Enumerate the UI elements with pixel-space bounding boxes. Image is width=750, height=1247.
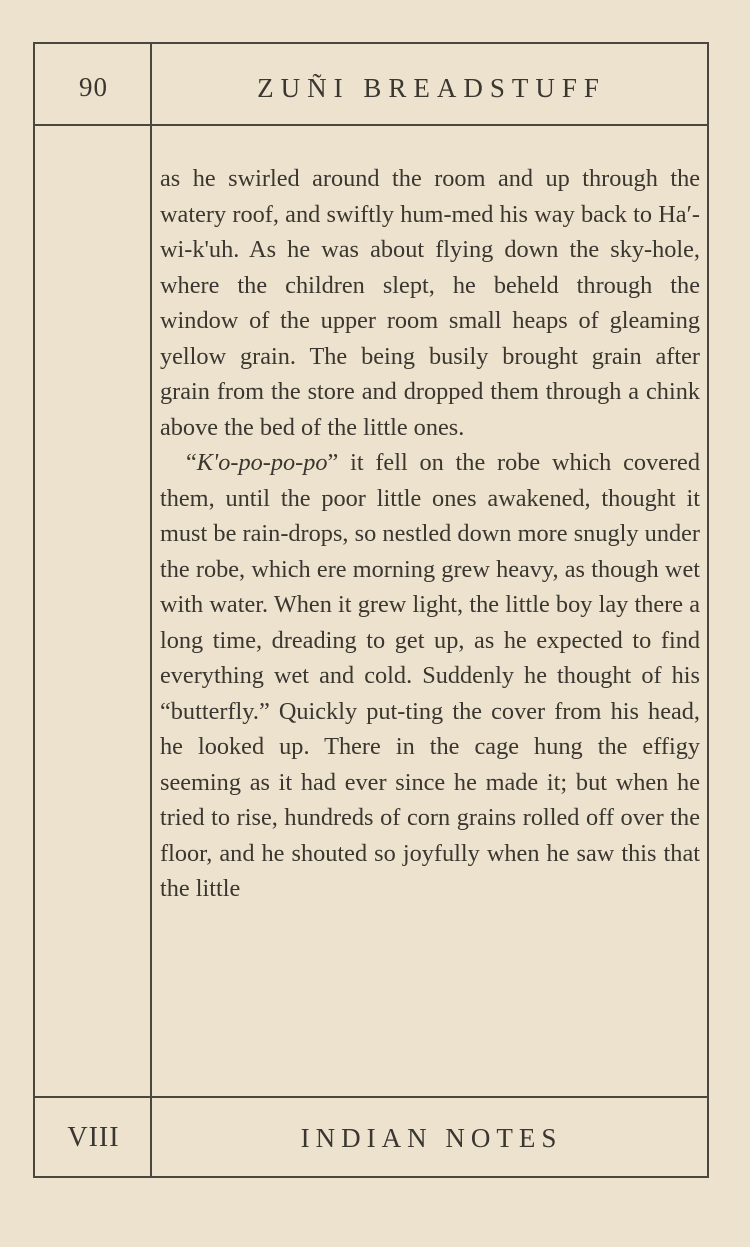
margin-column — [35, 44, 152, 1176]
open-quote: “ — [186, 449, 197, 476]
onomatopoeia: K'o-po-po-po — [196, 449, 328, 476]
body-text — [160, 161, 700, 907]
signature-mark: VIII — [67, 1122, 120, 1153]
page-number: 90 — [79, 72, 108, 102]
running-head: ZUÑI BREADSTUFF — [257, 73, 606, 103]
footer-title: INDIAN NOTES — [300, 1123, 563, 1153]
paragraph-2 — [160, 445, 700, 907]
footer-row — [35, 1096, 707, 1176]
header-row — [35, 44, 707, 126]
paragraph-1: as he swirled around the room and up through the watery roof, and swiftly hum-med his way back to Ha′-wi-k'uh. As he was about flying down the sky-hole, where the children slept, he beheld through the window of the upper room small heaps of gleaming yellow grain. The being busily brought grain after grain from the store and dropped them through a chink above the bed of the little ones. — [160, 165, 700, 441]
paragraph-2-text: ” it fell on the robe which covered them, until the poor little ones awakened, thought it must be rain-drops, so nestled down more snugly under the robe, which ere morning grew heavy, as though wet with water. When it grew light, the little boy lay there a long time, dreading to get up, as he expected to find everything wet and cold. Suddenly he thought of his “butterfly.” Quickly put-ting the cover from his head, he looked up. There in the cage hung the effigy seeming as it had ever since he made it; but when he tried to rise, hundreds of corn grains rolled off over the floor, and he shouted so joyfully when he saw this that the little — [160, 449, 700, 902]
